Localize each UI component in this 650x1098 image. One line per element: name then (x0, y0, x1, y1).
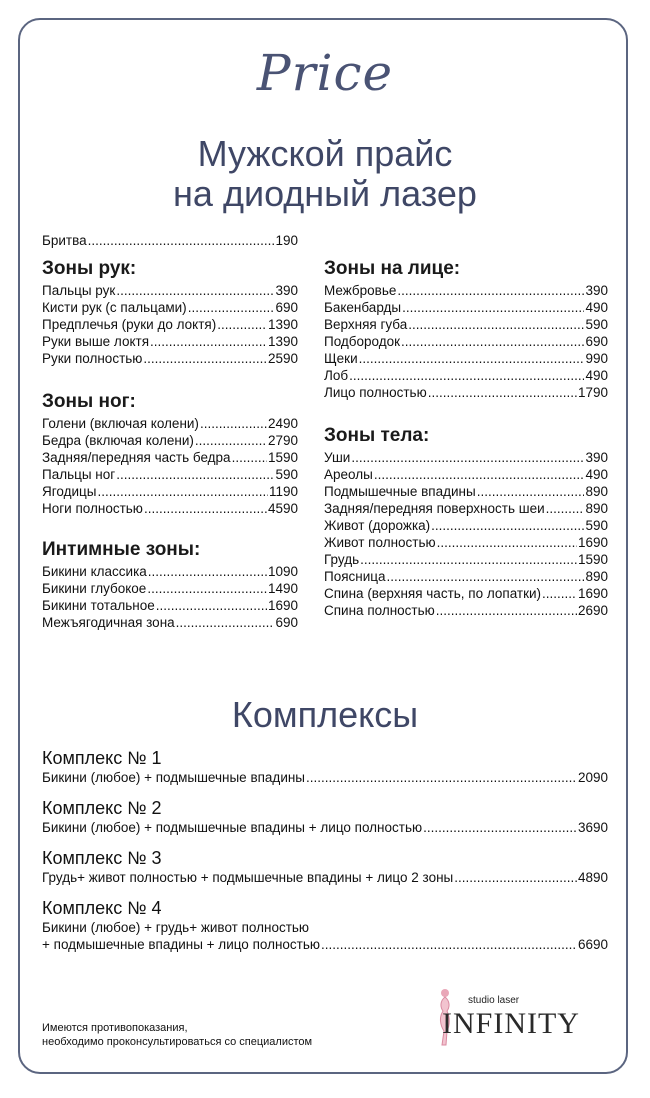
leader-dots (200, 415, 267, 432)
item-price: 590 (275, 467, 298, 482)
leader-dots (188, 299, 275, 316)
leader-dots (97, 483, 268, 500)
item-price: 2590 (267, 351, 298, 366)
logo-subtitle: studio laser (468, 995, 520, 1006)
title-line-1: Мужской прайс (197, 133, 453, 174)
price-row (324, 568, 608, 585)
item-price: 1690 (267, 598, 298, 613)
price-row (42, 299, 298, 316)
item-label: Бедра (включая колени) (42, 433, 194, 448)
section-intimate (42, 539, 298, 631)
item-label: Задняя/передняя поверхность шеи (324, 501, 545, 516)
note-line-2: необходимо проконсультироваться со специалистом (42, 1036, 313, 1048)
price-row (324, 551, 608, 568)
item-price: 2790 (267, 433, 298, 448)
item-label: Спина полностью (324, 603, 435, 618)
complexes-title: Комплексы (231, 694, 419, 735)
item-label: Межъягодичная зона (42, 615, 175, 630)
leader-dots (176, 614, 275, 631)
item-price: 1090 (267, 564, 298, 579)
item-label: Предплечья (руки до локтя) (42, 317, 217, 332)
price-row (42, 614, 298, 631)
item-price: 1790 (577, 385, 608, 400)
item-price: 390 (585, 450, 608, 465)
leader-dots (232, 449, 267, 466)
leader-dots (150, 333, 267, 350)
leader-dots (156, 597, 267, 614)
leader-dots (360, 551, 577, 568)
item-label: Задняя/передняя часть бедра (42, 450, 231, 465)
item-label: Бикини тотальное (42, 598, 155, 613)
section-body (324, 425, 608, 619)
price-row (42, 282, 298, 299)
section-legs (42, 391, 298, 517)
item-label: Лоб (324, 368, 349, 383)
item-price: 890 (585, 501, 608, 516)
complex-heading: Комплекс № 4 (42, 898, 162, 918)
leader-dots (147, 580, 267, 597)
studio-logo (432, 985, 607, 1050)
item-label: Кисти рук (с пальцами) (42, 300, 187, 315)
standalone-item (42, 232, 298, 249)
leader-dots (423, 819, 577, 836)
leader-dots (217, 316, 267, 333)
leader-dots (546, 500, 585, 517)
price-row (42, 563, 298, 580)
price-row (324, 350, 608, 367)
item-price: 6690 (577, 937, 608, 952)
complex-item (42, 798, 608, 836)
item-price: 1390 (267, 334, 298, 349)
contraindications-note (42, 1021, 312, 1049)
price-row (42, 350, 298, 367)
price-row (42, 232, 298, 249)
item-label: Ареолы (324, 467, 373, 482)
leader-dots (401, 333, 584, 350)
item-label: Подмышечные впадины (324, 484, 476, 499)
price-row (324, 534, 608, 551)
item-price: 490 (585, 467, 608, 482)
item-label: Бакенбарды (324, 300, 402, 315)
price-row (324, 449, 608, 466)
price-row (324, 500, 608, 517)
leader-dots (437, 534, 577, 551)
price-row (324, 367, 608, 384)
section-heading: Зоны на лице: (324, 258, 461, 279)
item-label: + подмышечные впадины + лицо полностью (42, 937, 321, 952)
price-row (42, 580, 298, 597)
item-price: 2490 (267, 416, 298, 431)
title-line-2: на диодный лазер (173, 173, 477, 214)
item-price: 590 (585, 317, 608, 332)
leader-dots (428, 384, 577, 401)
item-price: 4590 (267, 501, 298, 516)
complex-description-line: Бикини (любое) + грудь+ живот полностью (42, 920, 310, 935)
price-row (42, 819, 608, 836)
item-price: 990 (585, 351, 608, 366)
item-label: Живот полностью (324, 535, 436, 550)
item-label: Грудь+ живот полностью + подмышечные впадины + лицо 2 зоны (42, 870, 454, 885)
item-price: 690 (585, 334, 608, 349)
item-price: 3690 (577, 820, 608, 835)
price-row (324, 585, 608, 602)
item-label: Бикини (любое) + подмышечные впадины + лицо полностью (42, 820, 423, 835)
item-label: Спина (верхняя часть, по лопатки) (324, 586, 542, 601)
leader-dots (88, 232, 275, 249)
item-price: 1590 (577, 552, 608, 567)
item-price: 190 (275, 233, 298, 248)
price-row (42, 415, 298, 432)
page-title (0, 134, 650, 214)
item-label: Пальцы рук (42, 283, 116, 298)
item-price: 1590 (267, 450, 298, 465)
item-label: Руки выше локтя (42, 334, 150, 349)
price-row (42, 869, 608, 886)
logo-wordmark: INFINITY (442, 1007, 580, 1040)
leader-dots (408, 316, 584, 333)
price-row (42, 432, 298, 449)
item-label: Лицо полностью (324, 385, 427, 400)
item-label: Бикини классика (42, 564, 147, 579)
item-price: 690 (275, 615, 298, 630)
item-label: Пальцы ног (42, 467, 116, 482)
price-row (42, 769, 608, 786)
item-price: 1490 (267, 581, 298, 596)
script-title: Price (256, 44, 394, 102)
price-row (324, 299, 608, 316)
item-price: 1390 (267, 317, 298, 332)
price-row (324, 466, 608, 483)
item-price: 4890 (577, 870, 608, 885)
leader-dots (374, 466, 585, 483)
leader-dots (148, 563, 267, 580)
item-price: 1690 (577, 535, 608, 550)
section-heading: Зоны рук: (42, 258, 137, 279)
item-label: Руки полностью (42, 351, 143, 366)
price-row (42, 333, 298, 350)
item-label: Верхняя губа (324, 317, 408, 332)
leader-dots (144, 500, 267, 517)
leader-dots (387, 568, 585, 585)
item-label: Ноги полностью (42, 501, 143, 516)
item-price: 690 (275, 300, 298, 315)
complex-heading: Комплекс № 3 (42, 848, 162, 868)
item-price: 590 (585, 518, 608, 533)
price-row (324, 517, 608, 534)
left-column (42, 258, 298, 631)
item-price: 1190 (268, 484, 298, 499)
section-face (324, 258, 608, 401)
item-price: 2690 (577, 603, 608, 618)
price-row (324, 384, 608, 401)
price-row (42, 936, 608, 953)
item-label: Подбородок (324, 334, 401, 349)
item-price: 1690 (577, 586, 608, 601)
item-label: Межбровье (324, 283, 397, 298)
leader-dots (359, 350, 585, 367)
item-label: Бикини глубокое (42, 581, 147, 596)
item-price: 890 (585, 484, 608, 499)
complex-item (42, 848, 608, 886)
leader-dots (351, 449, 584, 466)
leader-dots (436, 602, 577, 619)
item-price: 890 (585, 569, 608, 584)
price-row (324, 483, 608, 500)
price-row (324, 282, 608, 299)
leader-dots (306, 769, 577, 786)
section-arms (42, 258, 298, 367)
item-label: Живот (дорожка) (324, 518, 431, 533)
section-heading: Зоны ног: (42, 391, 136, 412)
item-label: Бритва (42, 233, 87, 248)
leader-dots (349, 367, 584, 384)
leader-dots (477, 483, 585, 500)
leader-dots (143, 350, 267, 367)
leader-dots (431, 517, 584, 534)
leader-dots (542, 585, 577, 602)
section-heading: Зоны тела: (324, 425, 430, 446)
price-row (324, 602, 608, 619)
right-column (324, 258, 608, 619)
leader-dots (454, 869, 577, 886)
item-label: Ягодицы (42, 484, 97, 499)
item-label: Уши (324, 450, 351, 465)
price-row (42, 500, 298, 517)
complexes-list (42, 748, 608, 953)
item-label: Голени (включая колени) (42, 416, 199, 431)
price-row (42, 449, 298, 466)
item-price: 490 (585, 300, 608, 315)
section-heading: Интимные зоны: (42, 539, 201, 560)
price-row (42, 466, 298, 483)
complex-heading: Комплекс № 2 (42, 798, 162, 818)
note-line-1: Имеются противопоказания, (42, 1022, 188, 1034)
price-row (42, 483, 298, 500)
item-price: 390 (585, 283, 608, 298)
price-row (42, 316, 298, 333)
complex-heading: Комплекс № 1 (42, 748, 162, 768)
leader-dots (116, 466, 274, 483)
item-label: Щеки (324, 351, 358, 366)
item-price: 390 (275, 283, 298, 298)
leader-dots (397, 282, 584, 299)
item-label: Поясница (324, 569, 386, 584)
price-row (324, 333, 608, 350)
leader-dots (116, 282, 274, 299)
item-price: 490 (585, 368, 608, 383)
complex-item (42, 748, 608, 786)
complex-item (42, 898, 608, 953)
leader-dots (402, 299, 584, 316)
price-row (324, 316, 608, 333)
leader-dots (195, 432, 267, 449)
item-price: 2090 (577, 770, 608, 785)
item-label: Грудь (324, 552, 360, 567)
leader-dots (321, 936, 577, 953)
price-row (42, 597, 298, 614)
item-label: Бикини (любое) + подмышечные впадины (42, 770, 306, 785)
